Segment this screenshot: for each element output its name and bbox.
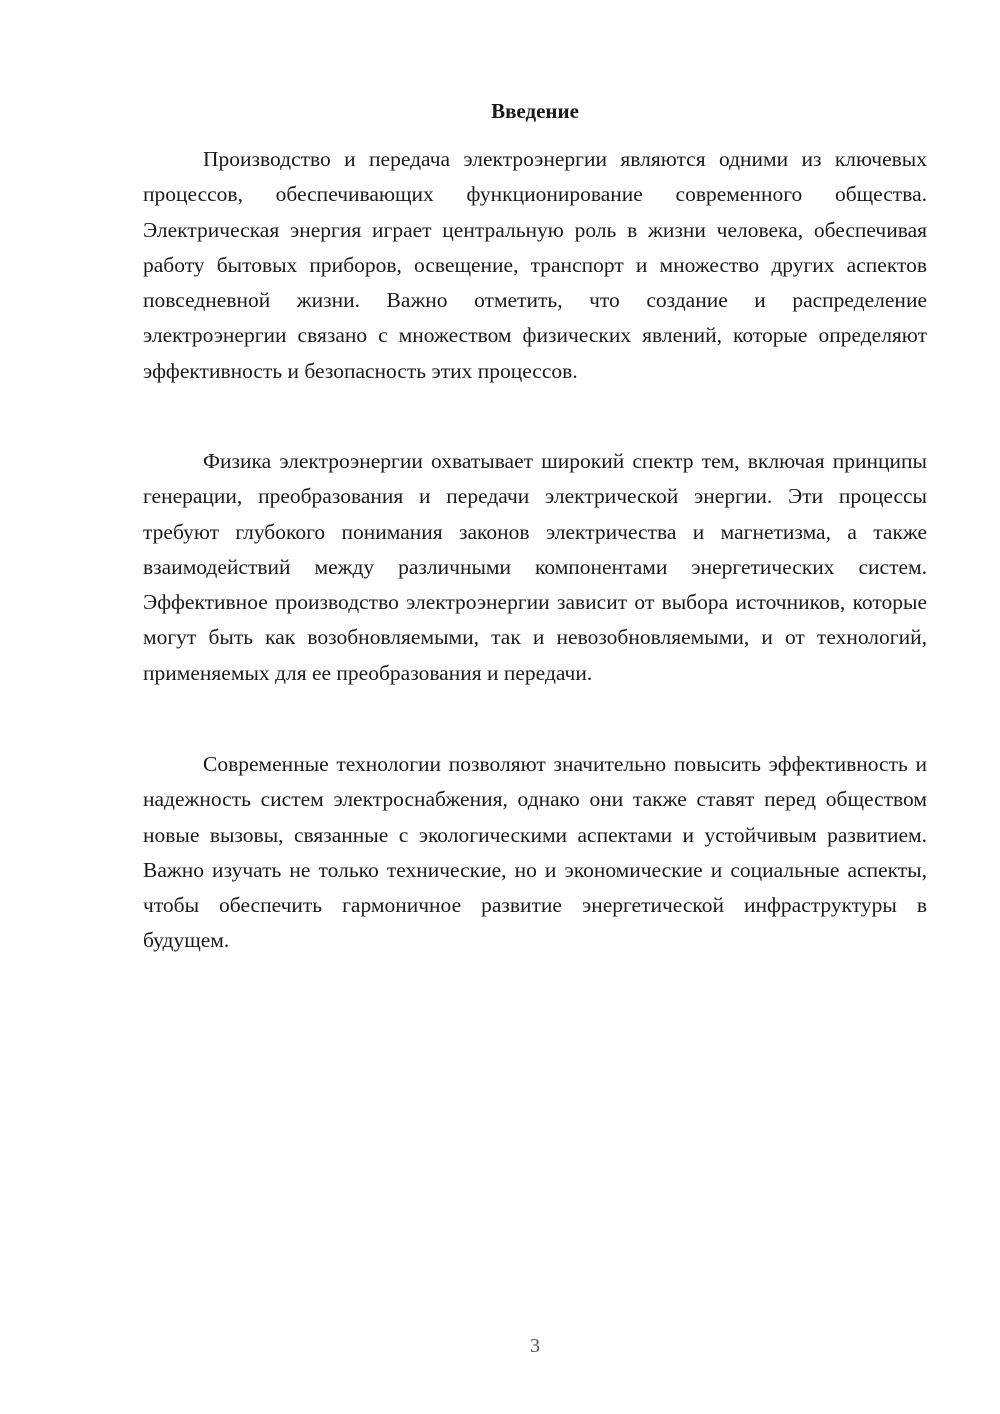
paragraph-1: Производство и передача электроэнергии являются одними из ключевых процессов, обеспечивающих функционирование современного общества. Электрическая энергия играет центральную роль в жизни человека, обеспечивая работу бытовых приборов, освещение, транспорт и множество других аспектов повседневной жизни. Важно отметить, что создание и распределение электроэнергии связано с множеством физических явлений, которые определяют эффективность и безопасность этих процессов.	[143, 147, 927, 383]
section-heading: Введение	[491, 99, 579, 123]
paragraph-2: Физика электроэнергии охватывает широкий спектр тем, включая принципы генерации, преобразования и передачи электрической энергии. Эти процессы требуют глубокого понимания законов электричества и магнетизма, а также взаимодействий между различными компонентами энергетических систем. Эффективное производство электроэнергии зависит от выбора источников, которые могут быть как возобновляемыми, так и невозобновляемыми, и от технологий, применяемых для ее преобразования и передачи.	[143, 449, 927, 685]
page-number: 3	[530, 1335, 540, 1357]
paragraph-3: Современные технологии позволяют значительно повысить эффективность и надежность систем электроснабжения, однако они также ставят перед обществом новые вызовы, связанные с экологическими аспектами и устойчивым развитием. Важно изучать не только технические, но и экономические и социальные аспекты, чтобы обеспечить гармоничное развитие энергетической инфраструктуры в будущем.	[143, 752, 927, 953]
